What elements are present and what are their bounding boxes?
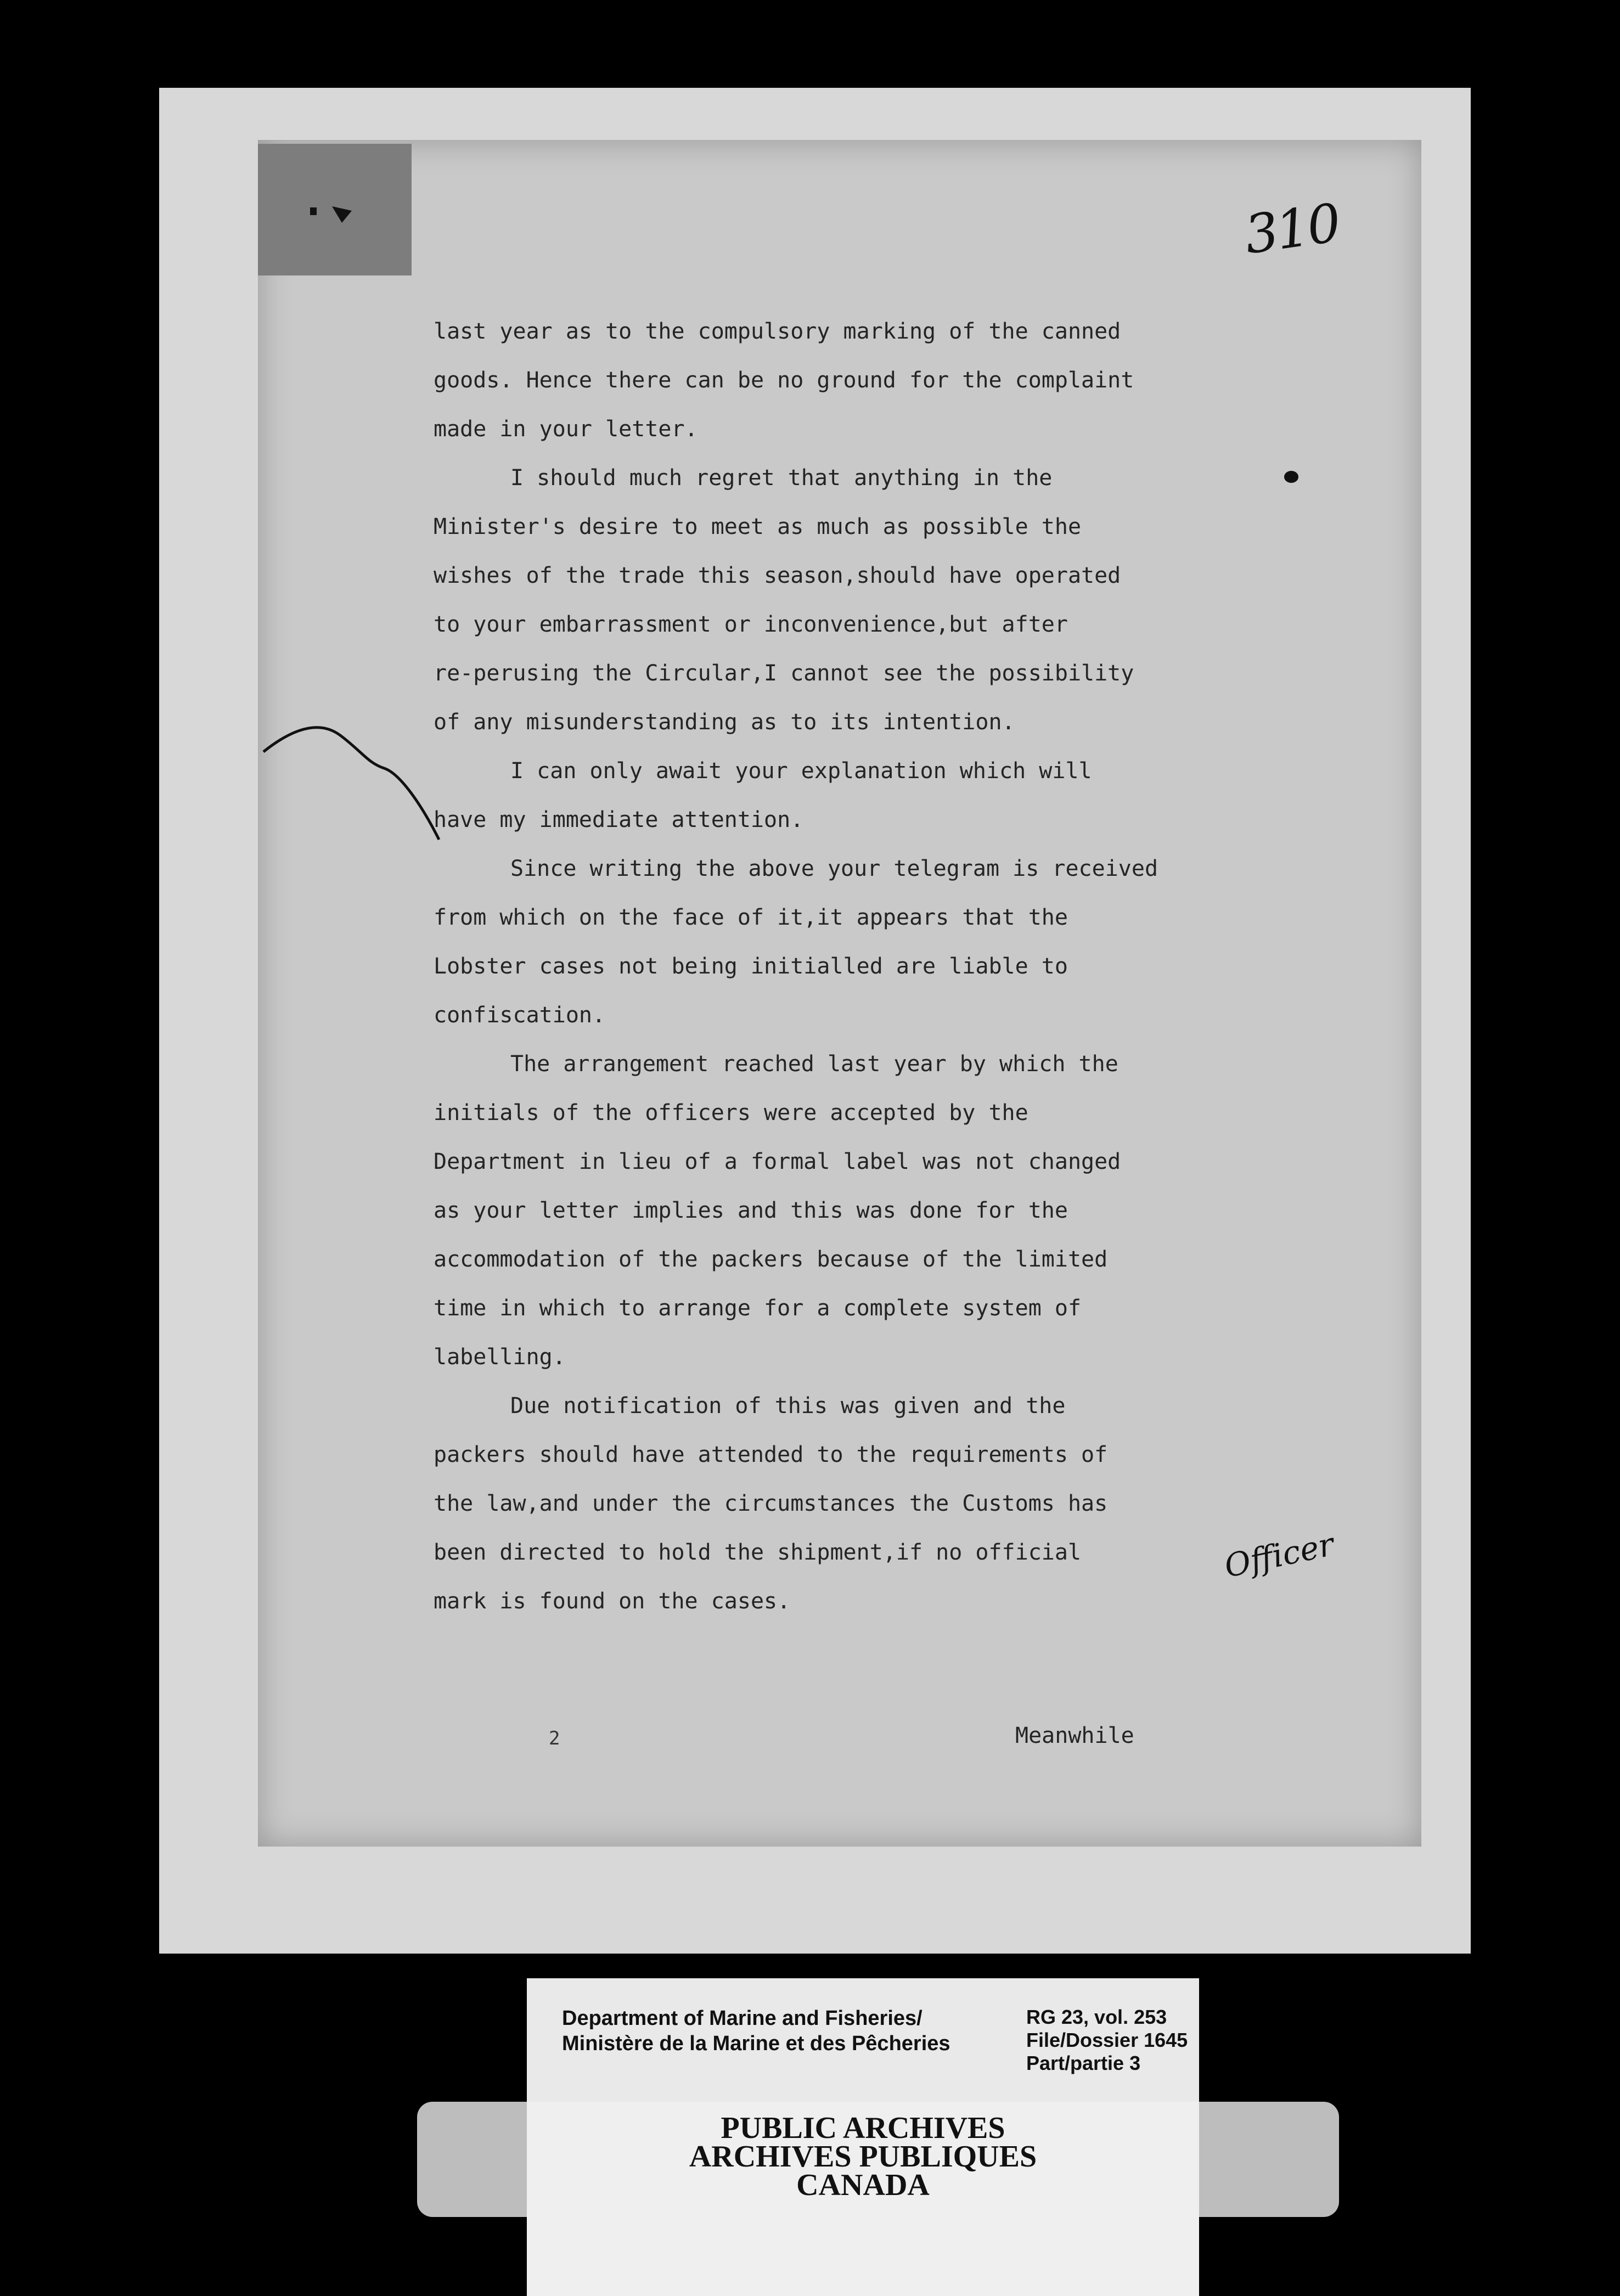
letter-line: the law,and under the circumstances the Customs has [434, 1491, 1108, 1516]
letter-line: mark is found on the cases. [434, 1589, 791, 1614]
letter-line: Department in lieu of a formal label was not changed [434, 1149, 1121, 1174]
folio-number: 310 [1241, 192, 1343, 266]
letter-line: The arrangement reached last year by which the [510, 1051, 1118, 1077]
letter-line: Due notification of this was given and the [510, 1393, 1066, 1419]
letter-line: labelling. [434, 1344, 566, 1370]
letter-line: I should much regret that anything in the [510, 465, 1053, 491]
letter-line: made in your letter. [434, 417, 698, 442]
department-fr: Ministère de la Marine et des Pêcheries [562, 2032, 950, 2055]
letter-line: confiscation. [434, 1003, 606, 1028]
letter-line: packers should have attended to the requirements of [434, 1442, 1108, 1467]
corner-tab-mark [310, 204, 359, 225]
letter-line: last year as to the compulsory marking of the canned [434, 319, 1121, 344]
archive-reference [1026, 2006, 1188, 2075]
margin-squiggle-mark [258, 713, 450, 851]
archives-stamp [527, 2102, 1199, 2296]
letter-line: Lobster cases not being initialled are liable to [434, 954, 1068, 979]
catchword: Meanwhile [1015, 1723, 1134, 1748]
archives-line3: CANADA [796, 2168, 930, 2202]
corner-tab [258, 144, 412, 275]
letter-line: initials of the officers were accepted by the [434, 1100, 1028, 1126]
handwritten-note: Officer [1221, 1525, 1337, 1585]
letter-line: have my immediate attention. [434, 807, 804, 832]
file-number: File/Dossier 1645 [1026, 2029, 1188, 2051]
reference: RG 23, vol. 253 [1026, 2006, 1167, 2028]
letter-body [434, 307, 1323, 1626]
letter-line: accommodation of the packers because of the limited [434, 1247, 1108, 1272]
department-en: Department of Marine and Fisheries/ [562, 2007, 923, 2030]
letter-line: I can only await your explanation which will [510, 758, 1092, 784]
archives-line2: ARCHIVES PUBLIQUES [689, 2140, 1037, 2174]
letter-line: Minister's desire to meet as much as possible the [434, 514, 1082, 539]
letter-line: been directed to hold the shipment,if no official [434, 1540, 1082, 1565]
letter-line: to your embarrassment or inconvenience,but after [434, 612, 1068, 637]
letter-line: of any misunderstanding as to its intention. [434, 710, 1015, 735]
letter-line: as your letter implies and this was done for the [434, 1198, 1068, 1223]
letter-line: Since writing the above your telegram is received [510, 856, 1158, 881]
letter-line: from which on the face of it,it appears that the [434, 905, 1068, 930]
part-number: Part/partie 3 [1026, 2052, 1141, 2074]
letter-line: wishes of the trade this season,should have operated [434, 563, 1121, 588]
archive-label [527, 1978, 1199, 2104]
letter-line: re-perusing the Circular,I cannot see the possibility [434, 661, 1134, 686]
letter-line: time in which to arrange for a complete system of [434, 1296, 1082, 1321]
archive-department [562, 2006, 950, 2056]
archives-line1: PUBLIC ARCHIVES [721, 2111, 1005, 2145]
page-mark: 2 [549, 1727, 560, 1749]
letter-line: goods. Hence there can be no ground for the complaint [434, 368, 1134, 393]
